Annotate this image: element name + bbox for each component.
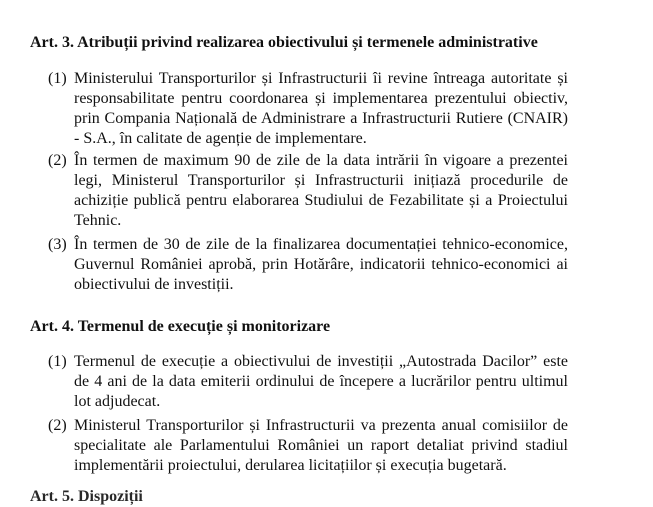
article-3-paragraph-1 <box>48 69 568 149</box>
article-3-heading: Art. 3. Atribuții privind realizarea obiectivului și termenele administrative <box>30 34 538 51</box>
article-4-paragraph-1 <box>48 352 568 412</box>
paragraph-number: (2) <box>48 417 67 434</box>
paragraph-number: (1) <box>48 70 67 87</box>
article-4-heading: Art. 4. Termenul de execuție și monitorizare <box>30 318 331 335</box>
article-3-paragraph-2 <box>48 151 568 231</box>
paragraph-text: Ministerului Transporturilor și Infrastructurii îi revine întreaga autoritate și responsabilitate pentru coordonarea și implementarea prezentului obiectiv, prin Compania Națională de Administrare a Infrastructurii Rutiere (CNAIR) - S.A., în calitate de agenție de implementare. <box>74 70 568 147</box>
paragraph-number: (3) <box>48 236 67 253</box>
paragraph-text: În termen de maximum 90 de zile de la data intrării în vigoare a prezentei legi, Ministerul Transporturilor și Infrastructurii inițiază procedurile de achiziție publică pentru elaborarea Studiului de Fezabilitate și a Proiectului Tehnic. <box>74 152 568 229</box>
article-5-heading-partial: Art. 5. Dispoziții <box>30 488 143 505</box>
article-3-paragraph-3 <box>48 235 568 295</box>
paragraph-text: Termenul de execuție a obiectivului de investiții „Autostrada Dacilor” este de 4 ani de la data emiterii ordinului de începere a lucrărilor pentru ultimul lot adjudecat. <box>74 353 568 410</box>
paragraph-number: (1) <box>48 353 67 370</box>
paragraph-text: Ministerul Transporturilor și Infrastructurii va prezenta anual comisiilor de specialitate ale Parlamentului României un raport detaliat privind stadiul implementării proiectului, derularea licitațiilor și execuția bugetară. <box>74 417 568 474</box>
paragraph-number: (2) <box>48 152 67 169</box>
article-4-paragraph-2 <box>48 416 568 476</box>
paragraph-text: În termen de 30 de zile de la finalizarea documentației tehnico-economice, Guvernul României aprobă, prin Hotărâre, indicatorii tehnico-economici ai obiectivului de investiții. <box>74 236 568 293</box>
